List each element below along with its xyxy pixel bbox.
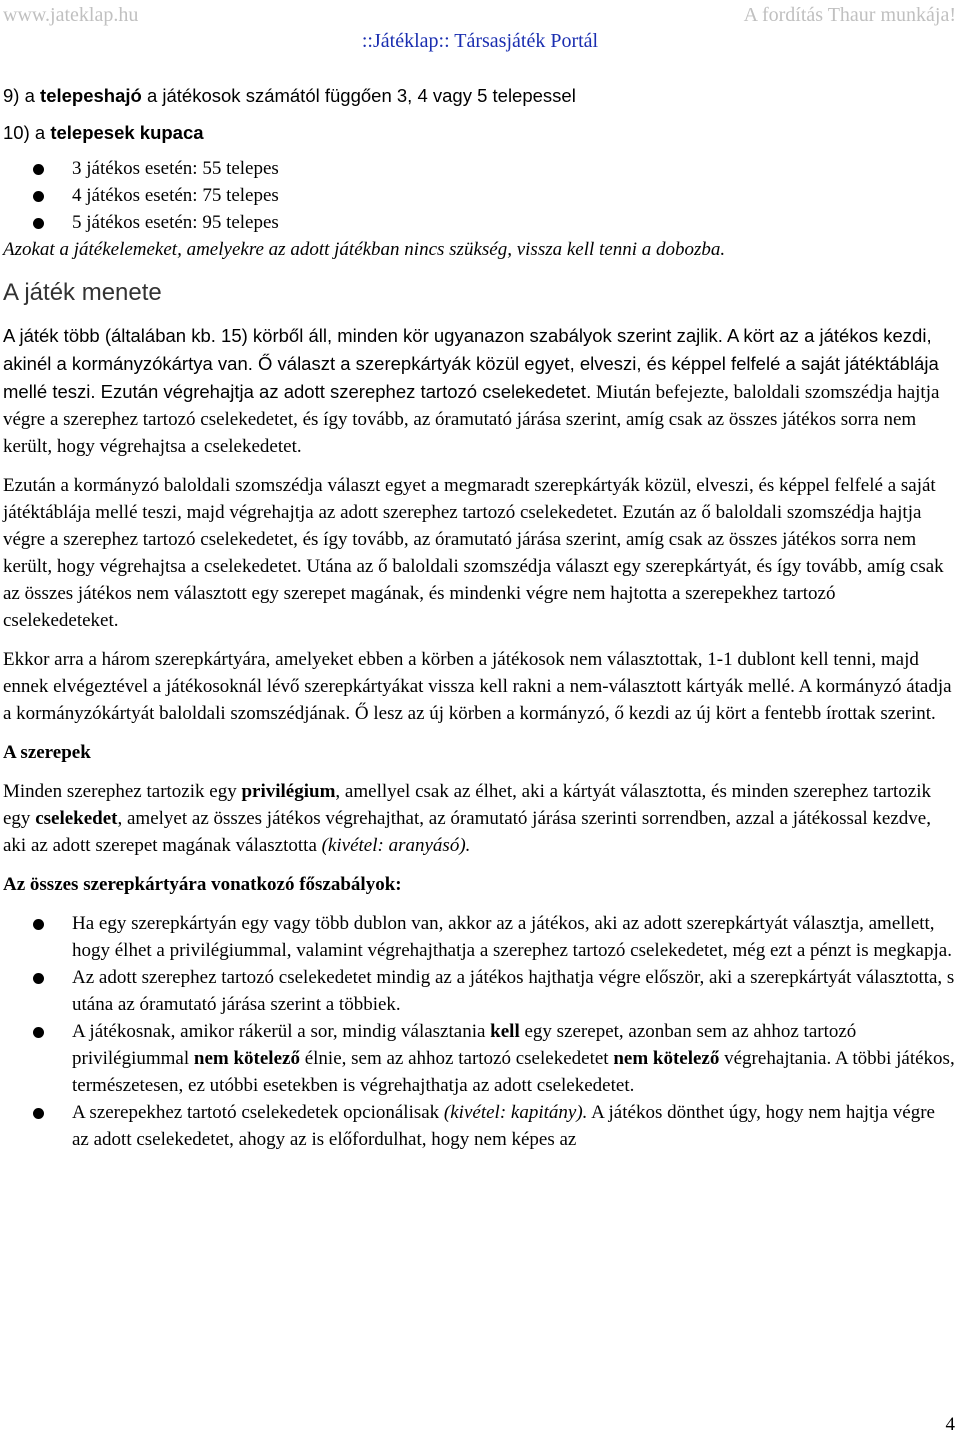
paragraph-second-role: Ezután a kormányzó baloldali szomszédja választ egyet a megmaradt szerepkártyák közül, elveszi, és képpel felfelé a saját játéktáblája mellé teszi, majd végrehajtja az adott szerephez tartozó cselekedetet. Ezután az ő baloldali szomszédja hajtja végre a szerephez tartozó cselekedetet, és így tovább, az óramutató járása szerint, amíg csak az összes játékos sorra nem került, hogy végrehajtsa a cselekedetet. Utána az ő baloldali szomszédja választ egy szerepkártyát, és így tovább, amíg csak az összes játékos nem választott egy szerepet magának, és mindenki végre nem hajtotta a szerepekhez tartozó cselekedeteket.: [3, 475, 944, 631]
item-bold-term: telepesek kupaca: [50, 122, 204, 143]
list-item: 4 játékos esetén: 75 telepes: [3, 182, 955, 209]
document-body: [3, 82, 955, 1153]
list-item: 3 játékos esetén: 55 telepes: [3, 155, 955, 182]
item-prefix: 9) a: [3, 85, 41, 106]
list-item: Az adott szerephez tartozó cselekedetet mindig az a játékos hajthatja végre először, aki a szerepkártyát választotta, s utána az óramutató járása szerint a többiek.: [3, 964, 955, 1018]
item-prefix: 10) a: [3, 122, 51, 143]
paragraph-flow: A játék több (általában kb. 15) körből áll, minden kör ugyanazon szabályok szerint zajlik. A kört az a játékos kezdi, akinél a kormányzókártya van. Ő választ a szerepkártyák közül egyet, elveszi, és képpel felfelé a saját játéktáblája mellé teszi. Ezután végrehajtja az adott szerephez tartozó cselekedetet. Miután befejezte, baloldali szomszédja hajtja végre a szerephez tartozó cselekedetet, és így tovább, az óramutató járása szerint, amíg csak az összes játékos sorra nem került, hogy végrehajtsa a cselekedetet.: [3, 325, 940, 457]
header-site-url: www.jateklap.hu: [3, 4, 139, 26]
page-header: [0, 2, 960, 54]
component-item-10: [3, 119, 955, 146]
component-item-9: [3, 82, 955, 109]
rules-list: [3, 910, 955, 1153]
section-heading-flow: A játék menete: [3, 279, 162, 306]
section-heading-rules: Az összes szerepkártyára vonatkozó főszabályok:: [3, 874, 402, 895]
list-item: 5 játékos esetén: 95 telepes: [3, 209, 955, 236]
paragraph-roles: Minden szerephez tartozik egy privilégium, amellyel csak az élhet, aki a kártyát választotta, és minden szerephez tartozik egy cselekedet, amelyet az összes játékos végrehajthat, az óramutató járása szerinti sorrendben, azzal a játékossal kezdve, aki az adott szerepet magának választotta (kivétel: aranyásó).: [3, 781, 932, 856]
bullet-icon: [33, 1027, 44, 1038]
bullet-icon: [33, 191, 44, 202]
bullet-icon: [33, 973, 44, 984]
bullet-icon: [33, 919, 44, 930]
list-item: Ha egy szerepkártyán egy vagy több dublon van, akkor az a játékos, aki az adott szerepkártyát választja, amellett, hogy élhet a privilégiummal, valamint végrehajthatja a szerephez tartozó cselekedetet, még ezt a pénzt is megkapja.: [3, 910, 955, 964]
list-item: A játékosnak, amikor rákerül a sor, mindig választania kell egy szerepet, azonban sem az ahhoz tartozó privilégiummal nem kötelező élnie, sem az ahhoz tartozó cselekedetet nem kötelező végrehajtania. A többi játékos, természetesen, ez utóbbi esetekben is végrehajthatja az adott cselekedetet.: [3, 1018, 955, 1099]
settler-count-list: [3, 155, 955, 236]
section-heading-roles: A szerepek: [3, 742, 91, 763]
header-portal-title: ::Játéklap:: Társasjáték Portál: [361, 30, 599, 52]
bullet-icon: [33, 218, 44, 229]
header-translator-credit: A fordítás Thaur munkája!: [743, 4, 956, 26]
item-text: a játékosok számától függően 3, 4 vagy 5 telepessel: [141, 85, 576, 106]
bullet-icon: [33, 1108, 44, 1119]
paragraph-round-end: Ekkor arra a három szerepkártyára, amelyeket ebben a körben a játékosok nem választottak, 1-1 dublont kell tenni, majd ennek elvégeztével a játékosoknál lévő szerepkártyákat vissza kell rakni a nem-választott kártyák mellé. A kormányzó átadja a kormányzókártyát baloldali szomszédjának. Ő lesz az új körben a kormányzó, ő kezdi az új kört a fentebb írottak szerint.: [3, 649, 952, 724]
page-number: 4: [945, 1414, 955, 1435]
item-bold-term: telepeshajó: [40, 85, 142, 106]
unused-components-note: Azokat a játékelemeket, amelyekre az adott játékban nincs szükség, vissza kell tenni a dobozba.: [3, 239, 726, 260]
bullet-icon: [33, 164, 44, 175]
list-item: A szerepekhez tartotó cselekedetek opcionálisak (kivétel: kapitány). A játékos dönthet úgy, hogy nem hajtja végre az adott cselekedetet, ahogy az is előfordulhat, hogy nem képes az: [3, 1099, 955, 1153]
